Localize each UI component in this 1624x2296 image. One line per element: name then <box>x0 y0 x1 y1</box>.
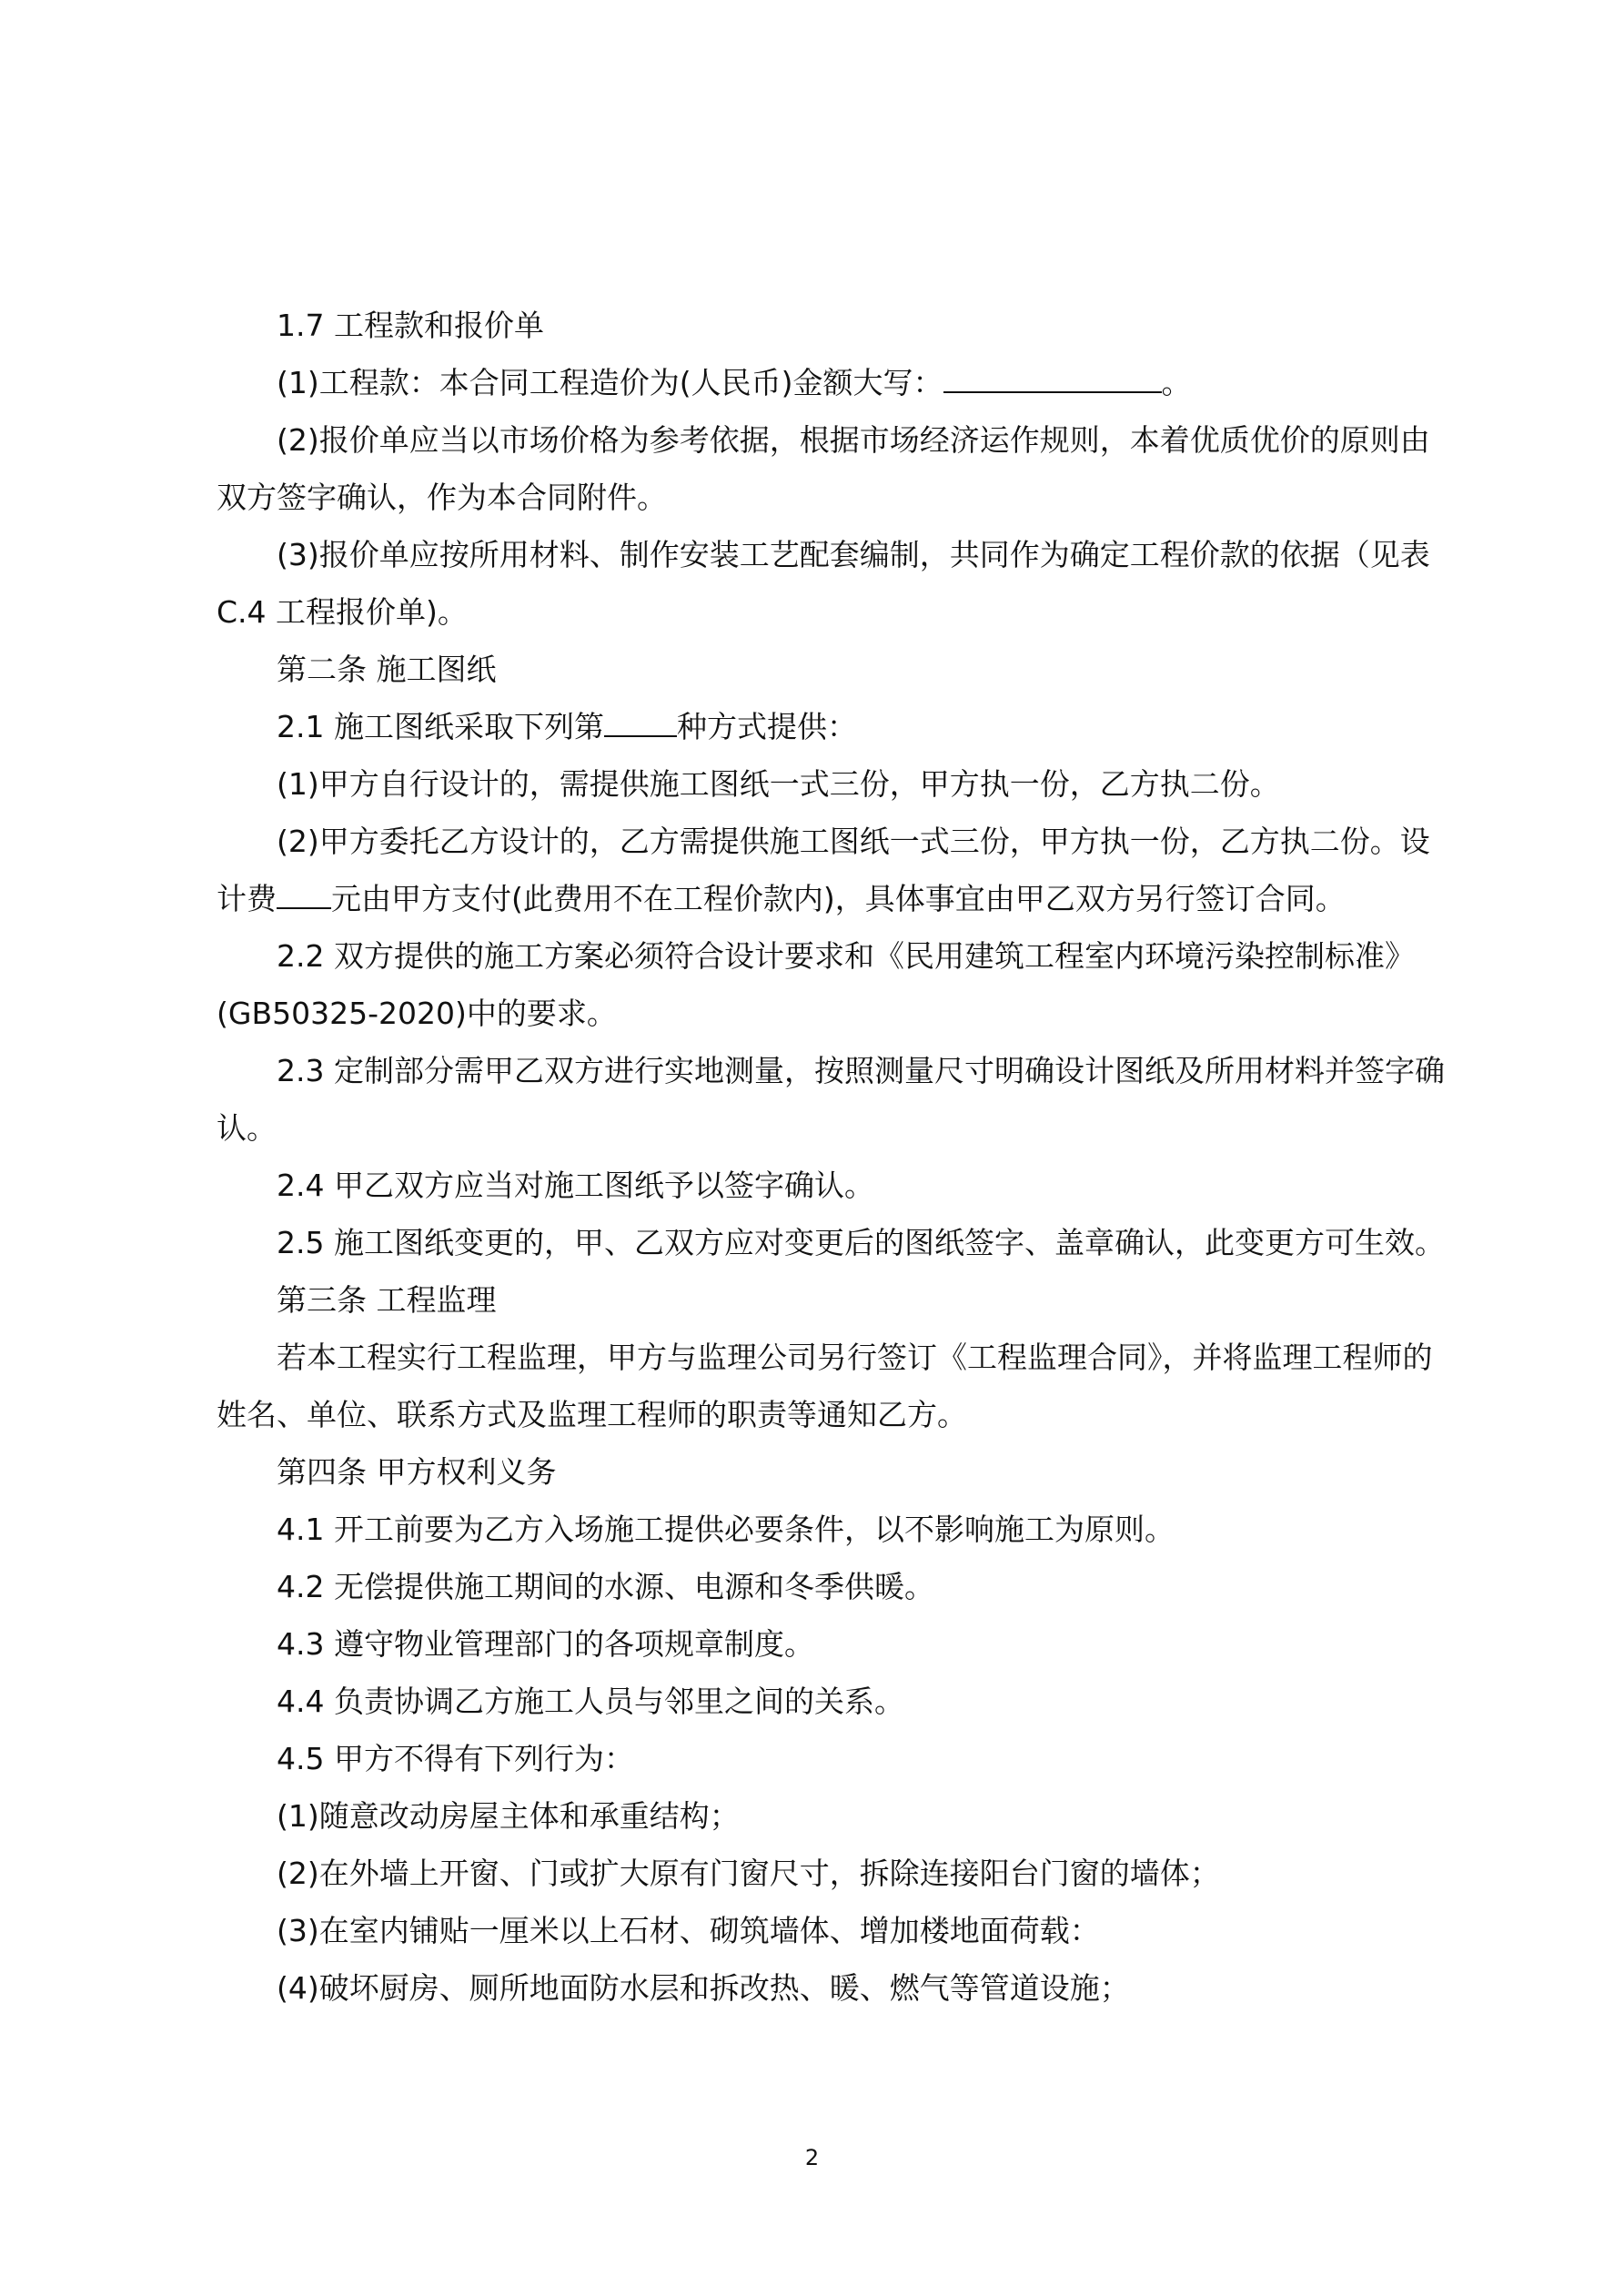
paragraph-line <box>217 411 1445 469</box>
line-text: (3)报价单应按所用材料、制作安装工艺配套编制，共同作为确定工程价款的依据（见表 <box>277 537 1430 572</box>
line-text: 认。 <box>217 1110 277 1146</box>
paragraph-line <box>217 1615 1445 1673</box>
paragraph-line <box>217 469 1445 526</box>
paragraph-line <box>217 1099 1445 1157</box>
line-text: 4.2 无偿提供施工期间的水源、电源和冬季供暖。 <box>277 1569 934 1604</box>
paragraph-line <box>217 1157 1445 1214</box>
line-text: 4.5 甲方不得有下列行为： <box>277 1741 634 1776</box>
line-text: 第二条 施工图纸 <box>277 652 497 687</box>
paragraph-line <box>217 1386 1445 1443</box>
line-text: C.4 工程报价单)。 <box>217 594 468 630</box>
paragraph-line <box>217 526 1445 583</box>
paragraph-line <box>217 927 1445 985</box>
line-text: (4)破坏厨房、厕所地面防水层和拆改热、暖、燃气等管道设施； <box>277 1970 1130 2006</box>
line-text: 2.3 定制部分需甲乙双方进行实地测量，按照测量尺寸明确设计图纸及所用材料并签字确 <box>277 1053 1445 1088</box>
paragraph-line <box>217 1673 1445 1730</box>
paragraph-line <box>217 1959 1445 2017</box>
line-text: (1)工程款：本合同工程造价为(人民币)金额大写： <box>277 365 943 400</box>
article-heading-2 <box>217 641 1445 698</box>
line-text: 4.3 遵守物业管理部门的各项规章制度。 <box>277 1626 814 1662</box>
line-text: (1)甲方自行设计的，需提供施工图纸一式三份，甲方执一份，乙方执二份。 <box>277 766 1280 802</box>
line-text: 2.4 甲乙双方应当对施工图纸予以签字确认。 <box>277 1168 874 1203</box>
paragraph-line <box>217 1501 1445 1558</box>
line-text-after: 种方式提供： <box>676 709 857 744</box>
line-text: 若本工程实行工程监理，甲方与监理公司另行签订《工程监理合同》，并将监理工程师的 <box>277 1340 1433 1375</box>
line-text: 4.1 开工前要为乙方入场施工提供必要条件，以不影响施工为原则。 <box>277 1512 1175 1547</box>
paragraph-line <box>217 354 1445 411</box>
line-text: (3)在室内铺贴一厘米以上石材、砌筑墙体、增加楼地面荷载： <box>277 1913 1100 1948</box>
document-body <box>217 297 1445 2017</box>
paragraph-line <box>217 1730 1445 1787</box>
line-text: 姓名、单位、联系方式及监理工程师的职责等通知乙方。 <box>217 1397 967 1432</box>
article-heading-4 <box>217 1443 1445 1501</box>
option-number-blank[interactable] <box>604 704 677 737</box>
paragraph-line <box>217 698 1445 755</box>
design-fee-blank[interactable] <box>277 876 331 909</box>
line-text-after: 元由甲方支付(此费用不在工程价款内)，具体事宜由甲乙双方另行签订合同。 <box>331 881 1346 916</box>
amount-blank[interactable] <box>943 360 1162 393</box>
line-text: 第四条 甲方权利义务 <box>277 1454 557 1490</box>
line-text: (2)在外墙上开窗、门或扩大原有门窗尺寸，拆除连接阳台门窗的墙体； <box>277 1856 1220 1891</box>
line-text: 计费 <box>217 881 277 916</box>
paragraph-line <box>217 1329 1445 1386</box>
paragraph-line <box>217 1558 1445 1615</box>
paragraph-line <box>217 870 1445 927</box>
line-text: 双方签字确认，作为本合同附件。 <box>217 480 667 515</box>
paragraph-line <box>217 985 1445 1042</box>
paragraph-line <box>217 1042 1445 1099</box>
line-text: (GB50325-2020)中的要求。 <box>217 996 617 1031</box>
line-text: 第三条 工程监理 <box>277 1282 497 1318</box>
paragraph-line <box>217 583 1445 641</box>
line-text: (2)甲方委托乙方设计的，乙方需提供施工图纸一式三份，甲方执一份，乙方执二份。设 <box>277 824 1430 859</box>
line-text: 2.2 双方提供的施工方案必须符合设计要求和《民用建筑工程室内环境污染控制标准》 <box>277 938 1415 974</box>
paragraph-line <box>217 813 1445 870</box>
page-number: 2 <box>804 2145 820 2170</box>
paragraph-line <box>217 755 1445 813</box>
section-heading-1-7 <box>217 297 1445 354</box>
paragraph-line <box>217 1787 1445 1845</box>
line-text: 4.4 负责协调乙方施工人员与邻里之间的关系。 <box>277 1684 904 1719</box>
paragraph-line <box>217 1214 1445 1271</box>
paragraph-line <box>217 1845 1445 1902</box>
line-text: (2)报价单应当以市场价格为参考依据，根据市场经济运作规则，本着优质优价的原则由 <box>277 422 1430 458</box>
line-text: 2.1 施工图纸采取下列第 <box>277 709 604 744</box>
line-text: (1)随意改动房屋主体和承重结构； <box>277 1798 740 1834</box>
line-text: 2.5 施工图纸变更的，甲、乙双方应对变更后的图纸签字、盖章确认，此变更方可生效。 <box>277 1225 1445 1260</box>
line-text-after: 。 <box>1161 365 1192 400</box>
paragraph-line <box>217 1902 1445 1959</box>
line-text: 1.7 工程款和报价单 <box>277 308 544 343</box>
article-heading-3 <box>217 1271 1445 1329</box>
